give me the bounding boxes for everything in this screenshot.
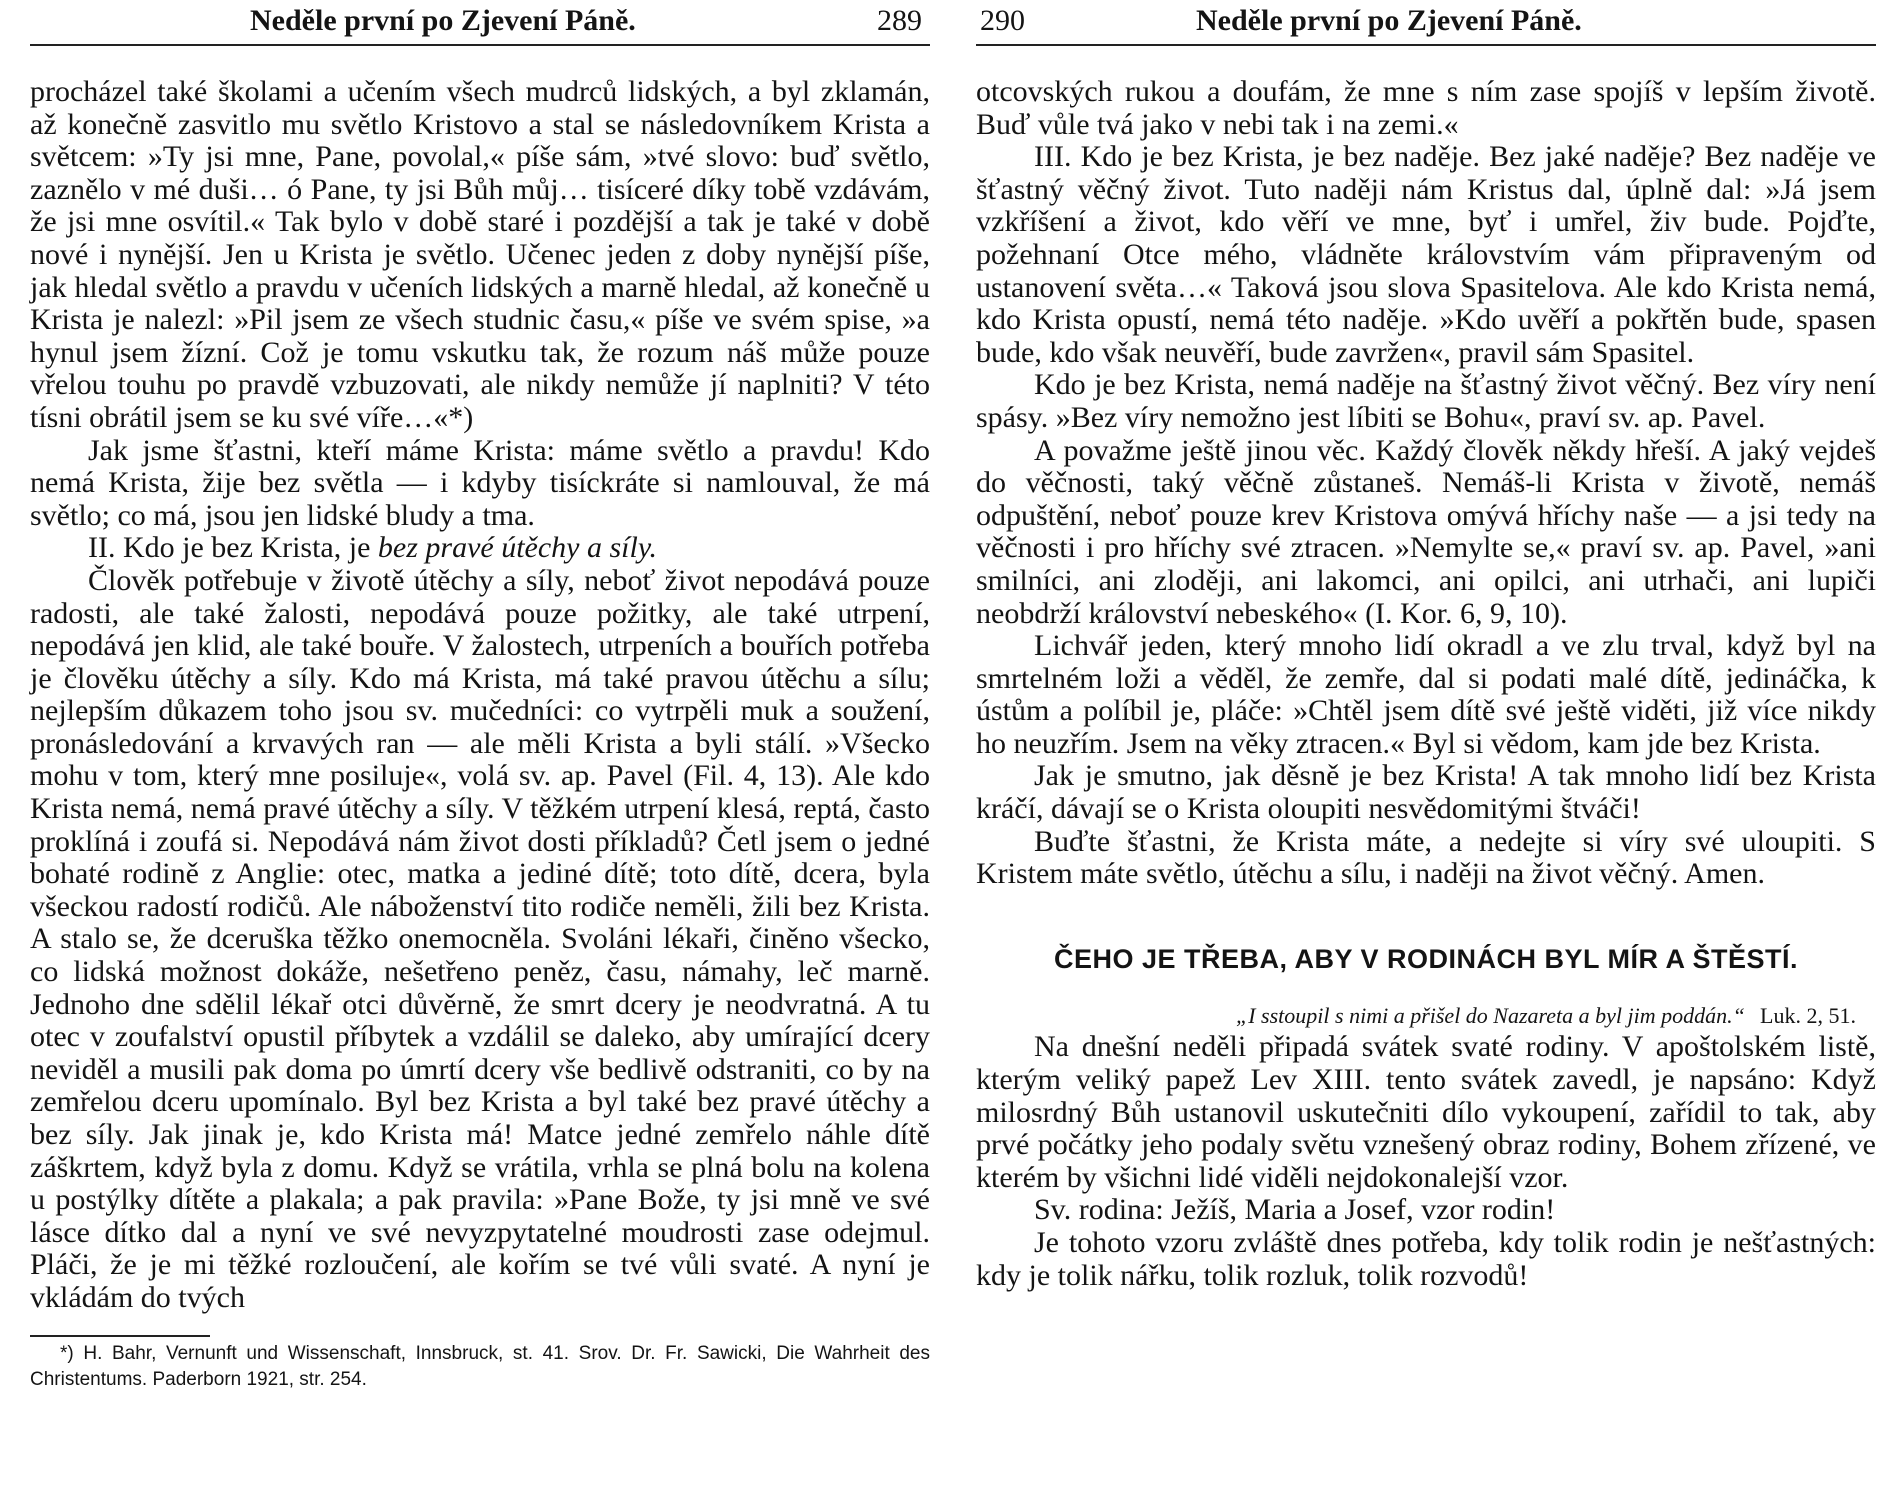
paragraph: Jak jsme šťastni, kteří máme Krista: máme světlo a pravdu! Kdo nemá Krista, žije bez světla — i kdyby tisíckráte si namlouval, že má světlo; co má, jsou jen lidské bludy a tma. (30, 433, 930, 532)
paragraph: otcovských rukou a doufám, že mne s ním zase spojíš v lepším životě. Buď vůle tvá jako v nebi tak i na zemi.« (976, 75, 1876, 141)
paragraph: Na dnešní neděli připadá svátek svaté rodiny. V apoštolském listě, kterým veliký papež Lev XIII. tento svátek zavedl, je napsáno: Když milosrdný Bůh ustanovil uskutečniti dílo vykoupení, zařídil to tak, aby prvé počátky jeho podaly světu vznešený obraz rodiny, Bohem zřízené, ve kterém by všichni lidé viděli nejdokonalejší vzor. (976, 1030, 1876, 1194)
running-title: Neděle první po Zjevení Páně. (250, 4, 636, 37)
page-number: 289 (877, 4, 922, 37)
running-head-right (976, 0, 1876, 46)
motto-reference: Luk. 2, 51. (1760, 1003, 1856, 1029)
paragraph: Kdo je bez Krista, nemá naděje na šťastný život věčný. Bez víry není spásy. »Bez víry nemožno jest líbiti se Bohu«, praví sv. ap. Pavel. (976, 368, 1876, 434)
motto-text: „I sstoupil s nimi a přišel do Nazareta a byl jim poddán.“ (1236, 1003, 1745, 1029)
paragraph: Člověk potřebuje v životě útěchy a síly, neboť život nepodává pouze radosti, ale také žalosti, nepodává pouze požitky, ale také utrpení, nepodává jen klid, ale také bouře. V žalostech, utrpeních a bouřích potřeba je člověku útěchy a síly. Kdo má Krista, má také pravou útěchu a sílu; nejlepším důkazem toho jsou sv. mučedníci: co vytrpěli muk a soužení, pronásledování a krvavých ran — ale měli Krista a byli stálí. »Všecko mohu v tom, který mne posiluje«, volá sv. ap. Pavel (Fil. 4, 13). Ale kdo Krista nemá, nemá pravé útěchy a síly. V těžkém utrpení klesá, reptá, často proklíná i zoufá si. Nepodává nám život dosti příkladů? Četl jsem o jedné bohaté rodině z Anglie: otec, matka a jediné dítě; toto dítě, dcera, byla všeckou radostí rodičů. Ale náboženství tito rodiče neměli, žili bez Krista. A stalo se, že dceruška těžko onemocněla. Svoláni lékaři, činěno všecko, co lidská možnost dokáže, nešetřeno peněz, času, námahy, leč marně. Jednoho dne sdělil lékař otci důvěrně, že smrt dcery je neodvratná. A tu otec v zoufalství opustil příbytek a vzdálil se daleko, aby umírající dcery neviděl a musili pak doma po úmrtí dcery vše bedlivě odstraniti, co by na zemřelou dceru upomínalo. Byl bez Krista a byl také bez pravé útěchy a bez síly. Jak jinak je, kdo Krista má! Matce jedné zemřelo náhle dítě záškrtem, když byla z domu. Když se vrátila, vrhla se plná bolu na kolena u postýlky dítěte a plakala; a pak pravila: »Pane Bože, ty jsi mně ve své lásce dítko dal a nyní ve své nevyzpytatelné moudrosti zase odejmul. Pláči, že je mi těžké rozloučení, ale kořím se tvé vůli svaté. A nyní je vkládám do tvých (30, 563, 930, 1314)
section-heading-prefix: II. Kdo je bez Krista, je (88, 531, 378, 565)
section-title: ČEHO JE TŘEBA, ABY V RODINÁCH BYL MÍR A ŠTĚSTÍ. (1053, 943, 1799, 974)
section-heading-ii (30, 532, 930, 565)
footnote-rule (30, 1335, 210, 1337)
section-heading-emphasis: bez pravé útěchy a síly. (377, 531, 657, 565)
page-number: 290 (980, 4, 1025, 37)
paragraph: Je tohoto vzoru zvláště dnes potřeba, kdy tolik rodin je nešťastných: kdy je tolik nářku, tolik rozluk, tolik rozvodů! (976, 1226, 1876, 1292)
right-body (976, 76, 1876, 1292)
running-title: Neděle první po Zjevení Páně. (1196, 4, 1582, 37)
right-page (976, 0, 1876, 1500)
running-head-left (30, 0, 930, 46)
paragraph: Sv. rodina: Ježíš, Maria a Josef, vzor rodin! (1034, 1193, 1556, 1227)
footnote: *) H. Bahr, Vernunft und Wissenschaft, Innsbruck, st. 41. Srov. Dr. Fr. Sawicki, Die Wahrheit des Christentums. Paderborn 1921, str. 254. (30, 1342, 930, 1390)
paragraph: Lichvář jeden, který mnoho lidí okradl a ve zlu trval, když byl na smrtelném loži a věděl, že zemře, dal si podati malé dítě, jedináčka, k ústům a políbil je, pláče: »Chtěl jsem dítě své ještě viděti, již více nikdy ho neuzřím. Jsem na věky ztracen.« Byl si vědom, kam jde bez Krista. (976, 629, 1876, 760)
left-body (30, 76, 930, 1315)
paragraph: III. Kdo je bez Krista, je bez naděje. Bez jaké naděje? Bez naděje ve šťastný věčný život. Tuto naději nám Kristus dal, úplně dal: »Já jsem vzkříšení a život, kdo věří ve mne, byť i umřel, živ bude. Pojďte, požehnaní Otce mého, vládněte královstvím vám připraveným od ustanovení světa…« Taková jsou slova Spasitelova. Ale kdo Krista nemá, kdo Krista opustí, nemá této naděje. »Kdo uvěří a pokřtěn bude, spasen bude, kdo však neuvěří, bude zavržen«, pravil sám Spasitel. (976, 140, 1876, 369)
motto (1236, 1001, 1866, 1031)
paragraph: procházel také školami a učením všech mudrců lidských, a byl zklamán, až konečně zasvitlo mu světlo Kristovo a stal se následovníkem Krista a světcem: »Ty jsi mne, Pane, povolal,« píše sám, »tvé slovo: buď světlo, zaznělo v mé duši… ó Pane, ty jsi Bůh můj… tisíceré díky tobě vzdávám, že jsi mne osvítil.« Tak bylo v době staré i pozdější a tak je také v době nové i nynější. Jen u Krista je světlo. Učenec jeden z doby nynější píše, jak hledal světlo a pravdu v učeních lidských a marně hledal, až konečně u Krista je nalezl: »Pil jsem ze všech studnic času,« píše ve svém spise, »a hynul jsem žízní. Což je tomu vskutku tak, že rozum náš může pouze vřelou touhu po pravdě vzbuzovati, ale nikdy nemůže jí naplniti? V této tísni obrátil jsem se ku své víře…«*) (30, 75, 930, 434)
left-page (30, 0, 930, 1500)
paragraph: A považme ještě jinou věc. Každý člověk někdy hřeší. A jaký vejdeš do věčnosti, taký věčně zůstaneš. Nemáš-li Krista v životě, nemáš odpuštění, neboť pouze krev Kristova omývá hříchy naše — a jsi tedy na věčnosti i pro hříchy své ztracen. »Nemylte se,« praví sv. ap. Pavel, »ani smilníci, ani zloději, ani lakomci, ani opilci, ani utrhači, ani lupiči neobdrží království nebeského« (I. Kor. 6, 9, 10). (976, 433, 1876, 630)
paragraph: Jak je smutno, jak děsně je bez Krista! A tak mnoho lidí bez Krista kráčí, dávají se o Krista oloupiti nesvědomitými štváči! (976, 759, 1876, 826)
paragraph: Buďte šťastni, že Krista máte, a nedejte si víry své uloupiti. S Kristem máte světlo, útěchu a sílu, i naději na život věčný. Amen. (976, 824, 1876, 891)
